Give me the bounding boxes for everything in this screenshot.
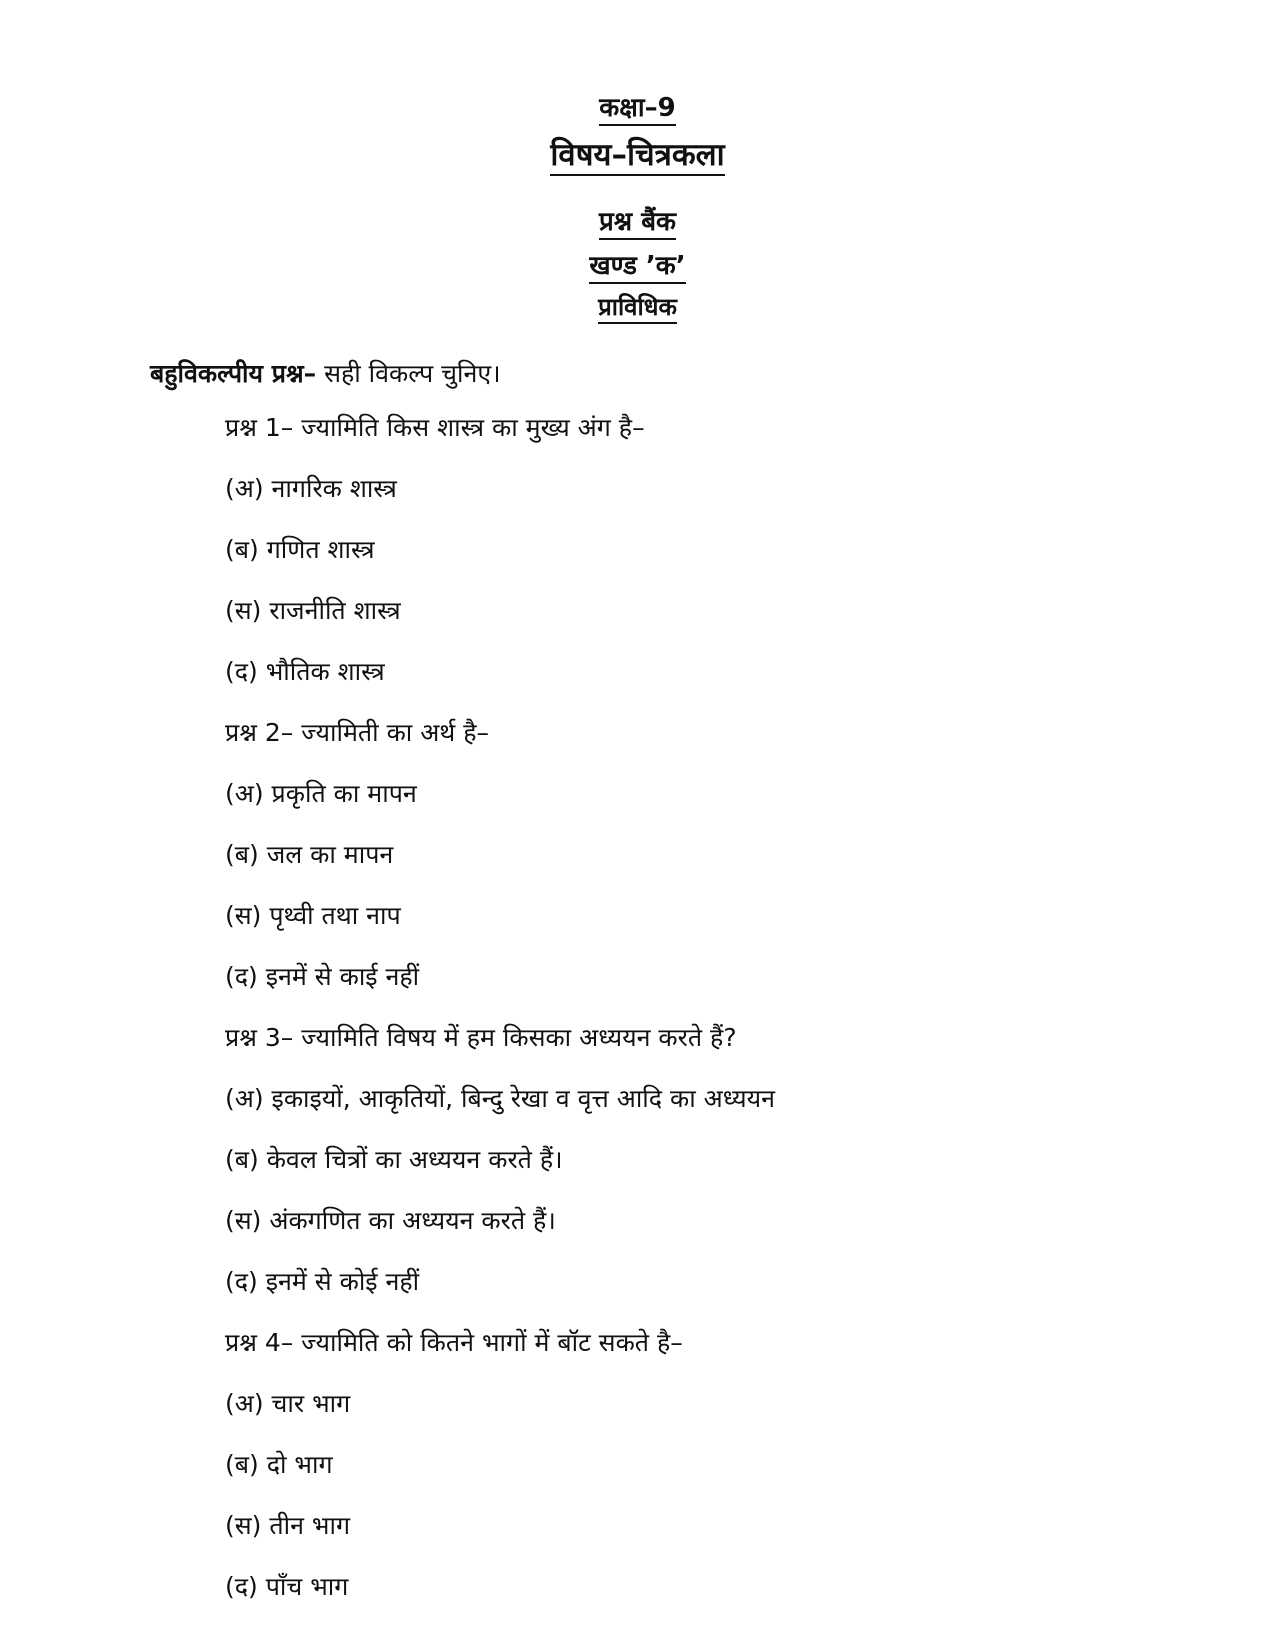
- option-1d: (द) भौतिक शास्त्र: [225, 657, 385, 686]
- instruction: [150, 356, 501, 390]
- option-4d: (द) पाँच भाग: [225, 1572, 349, 1601]
- option-3a: (अ) इकाइयों, आकृतियों, बिन्दु रेखा व वृत्त आदि का अध्ययन: [225, 1084, 775, 1113]
- question-4: प्रश्न 4– ज्यामिति को कितने भागों में बॉट सकते है–: [225, 1328, 683, 1357]
- option-4a: (अ) चार भाग: [225, 1389, 351, 1418]
- option-2d: (द) इनमें से काई नहीं: [225, 962, 420, 991]
- question-1: प्रश्न 1– ज्यामिति किस शास्त्र का मुख्य अंग है–: [225, 413, 645, 442]
- type-heading: [0, 290, 1275, 323]
- option-3d: (द) इनमें से कोई नहीं: [225, 1267, 420, 1296]
- option-3b: (ब) केवल चित्रों का अध्ययन करते हैं।: [225, 1145, 563, 1174]
- option-3c: (स) अंकगणित का अध्ययन करते हैं।: [225, 1206, 556, 1235]
- instruction-label: बहुविकल्पीय प्रश्न–: [150, 359, 317, 388]
- option-4c: (स) तीन भाग: [225, 1511, 351, 1540]
- subject-heading-text: विषय–चित्रकला: [550, 137, 724, 176]
- question-bank-heading: [0, 202, 1275, 238]
- option-1a: (अ) नागरिक शास्त्र: [225, 474, 397, 503]
- section-heading: [0, 246, 1275, 282]
- instruction-text: सही विकल्प चुनिए।: [316, 359, 501, 388]
- question-3: प्रश्न 3– ज्यामिति विषय में हम किसका अध्ययन करते हैं?: [225, 1023, 737, 1052]
- option-2c: (स) पृथ्वी तथा नाप: [225, 901, 401, 930]
- class-heading-text: कक्षा–9: [599, 93, 675, 126]
- option-2b: (ब) जल का मापन: [225, 840, 394, 869]
- section-heading-text: खण्ड ’क’: [589, 251, 685, 284]
- question-2: प्रश्न 2– ज्यामिती का अर्थ है–: [225, 718, 489, 747]
- question-bank-heading-text: प्रश्न बैंक: [599, 207, 676, 240]
- option-1b: (ब) गणित शास्त्र: [225, 535, 375, 564]
- question-list: [225, 411, 1225, 1631]
- option-1c: (स) राजनीति शास्त्र: [225, 596, 401, 625]
- option-2a: (अ) प्रकृति का मापन: [225, 779, 417, 808]
- class-heading: [0, 88, 1275, 124]
- subject-heading: [0, 133, 1275, 175]
- type-heading-text: प्राविधिक: [598, 293, 677, 324]
- option-4b: (ब) दो भाग: [225, 1450, 333, 1479]
